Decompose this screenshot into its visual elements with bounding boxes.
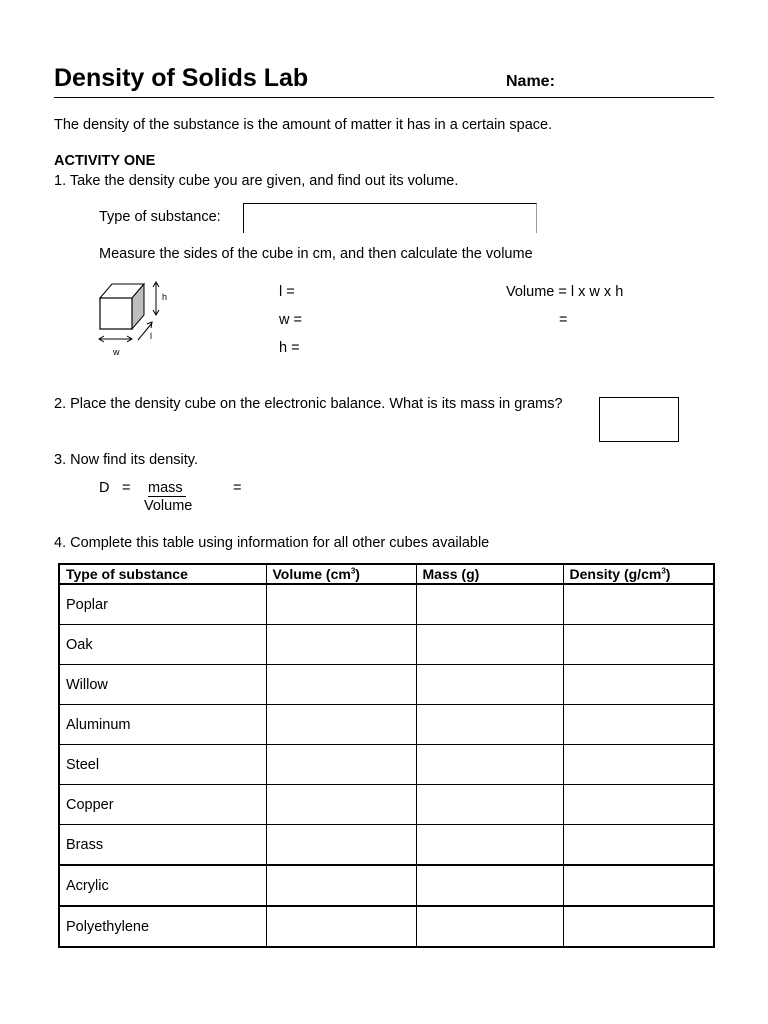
formula-denominator: Volume — [144, 498, 193, 514]
substance-cell: Acrylic — [59, 865, 266, 906]
density-cell[interactable] — [563, 665, 714, 705]
table-row — [59, 745, 714, 785]
header-volume — [266, 564, 416, 584]
header-volume-exponent: 3 — [350, 566, 356, 576]
substance-cell: Oak — [59, 625, 266, 665]
type-of-substance-label: Type of substance: — [99, 209, 221, 225]
height-equation: h = — [279, 340, 300, 356]
table-row — [59, 785, 714, 825]
table-row — [59, 625, 714, 665]
mass-cell[interactable] — [416, 584, 563, 625]
formula-numerator: mass — [148, 480, 183, 496]
volume-cell[interactable] — [266, 705, 416, 745]
volume-cell[interactable] — [266, 745, 416, 785]
formula-result-equals: = — [233, 480, 242, 496]
header-mass-text: Mass (g) — [422, 566, 480, 582]
substance-cell: Aluminum — [59, 705, 266, 745]
table-row — [59, 865, 714, 906]
header-substance — [59, 564, 266, 584]
name-label: Name: — [506, 73, 555, 90]
measure-instruction: Measure the sides of the cube in cm, and then calculate the volume — [99, 246, 533, 262]
header-volume-text: Volume (cm — [272, 566, 351, 582]
density-symbol: D — [99, 480, 110, 496]
table-row — [59, 906, 714, 947]
diagram-label-w: w — [113, 347, 120, 357]
table-row — [59, 665, 714, 705]
activity-heading: ACTIVITY ONE — [54, 153, 156, 169]
substance-cell: Brass — [59, 825, 266, 866]
mass-cell[interactable] — [416, 745, 563, 785]
volume-cell[interactable] — [266, 785, 416, 825]
cube-icon — [100, 284, 144, 329]
diagram-label-h: h — [162, 292, 168, 302]
density-cell[interactable] — [563, 584, 714, 625]
mass-cell[interactable] — [416, 825, 563, 866]
density-cell[interactable] — [563, 625, 714, 665]
substance-cell: Copper — [59, 785, 266, 825]
fraction-line — [148, 496, 186, 497]
table-row — [59, 825, 714, 866]
title-divider — [54, 97, 714, 98]
step-3-text: 3. Now find its density. — [54, 452, 198, 468]
diagram-label-l: l — [150, 331, 152, 341]
substance-cell: Poplar — [59, 584, 266, 625]
volume-cell[interactable] — [266, 584, 416, 625]
mass-cell[interactable] — [416, 906, 563, 947]
mass-cell[interactable] — [416, 665, 563, 705]
width-arrow-icon — [99, 336, 132, 342]
header-density-exponent: 3 — [661, 566, 666, 576]
density-cell[interactable] — [563, 825, 714, 866]
header-density-text: Density (g/cm — [569, 566, 662, 582]
header-mass — [416, 564, 563, 584]
substance-cell: Steel — [59, 745, 266, 785]
header-density-close: ) — [665, 566, 671, 582]
table-row — [59, 584, 714, 625]
mass-cell[interactable] — [416, 865, 563, 906]
volume-formula: Volume = l x w x h — [506, 284, 624, 300]
cube-diagram — [92, 278, 172, 360]
header-density — [563, 564, 714, 584]
step-2-text: 2. Place the density cube on the electronic balance. What is its mass in grams? — [54, 396, 563, 412]
page-title: Density of Solids Lab — [54, 64, 309, 92]
height-arrow-icon — [153, 282, 159, 315]
volume-cell[interactable] — [266, 865, 416, 906]
mass-cell[interactable] — [416, 705, 563, 745]
density-cell[interactable] — [563, 906, 714, 947]
volume-equals: = — [559, 312, 568, 328]
density-cell[interactable] — [563, 865, 714, 906]
volume-cell[interactable] — [266, 906, 416, 947]
header-volume-close: ) — [355, 566, 360, 582]
substance-cell: Polyethylene — [59, 906, 266, 947]
table-row — [59, 705, 714, 745]
density-cell[interactable] — [563, 745, 714, 785]
mass-answer-box[interactable] — [599, 397, 679, 442]
density-equals: = — [122, 480, 131, 496]
step-1-text: 1. Take the density cube you are given, and find out its volume. — [54, 173, 459, 189]
density-cell[interactable] — [563, 705, 714, 745]
length-equation: l = — [279, 284, 295, 300]
volume-cell[interactable] — [266, 665, 416, 705]
volume-cell[interactable] — [266, 625, 416, 665]
mass-cell[interactable] — [416, 625, 563, 665]
mass-cell[interactable] — [416, 785, 563, 825]
step-4-text: 4. Complete this table using information for all other cubes available — [54, 535, 490, 551]
width-equation: w = — [279, 312, 302, 328]
header-substance-text: Type of substance — [66, 566, 188, 582]
density-cell[interactable] — [563, 785, 714, 825]
type-of-substance-field[interactable] — [243, 203, 537, 233]
density-table — [58, 563, 715, 948]
intro-text: The density of the substance is the amount of matter it has in a certain space. — [54, 117, 553, 133]
volume-cell[interactable] — [266, 825, 416, 866]
substance-cell: Willow — [59, 665, 266, 705]
table-header-row — [59, 564, 714, 584]
